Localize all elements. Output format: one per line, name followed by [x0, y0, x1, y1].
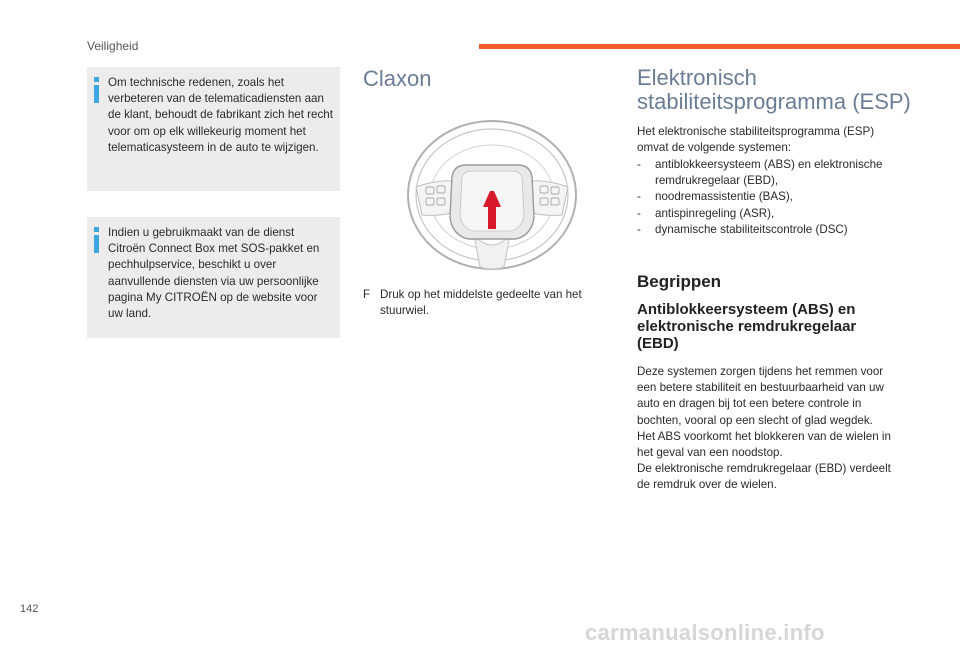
abs-ebd-body — [637, 364, 902, 494]
esp-title: Elektronisch stabiliteitsprogramma (ESP) — [637, 65, 911, 114]
steering-wheel-illustration — [404, 117, 580, 273]
claxon-instruction-text: Druk op het middelste gedeelte van het stuurwiel. — [380, 288, 582, 317]
claxon-title: Claxon — [363, 66, 432, 91]
info-icon — [94, 77, 100, 103]
info-box-connect-box — [87, 217, 340, 338]
paragraph: De elektronische remdrukregelaar (EBD) verdeelt de remdruk over de wielen. — [637, 462, 891, 492]
begrippen-heading: Begrippen — [637, 272, 722, 291]
info-box-telematics — [87, 67, 340, 191]
page-number: 142 — [20, 603, 39, 615]
section-label: Veiligheid — [87, 39, 139, 53]
paragraph: Deze systemen zorgen tijdens het remmen voor een betere stabiliteit en bestuurbaarheid van uw auto en dragen bij tot een betere controle in bochten, vooral op een slecht of glad wegdek. — [637, 365, 884, 427]
esp-intro: Het elektronische stabiliteitsprogramma (ESP) omvat de volgende systemen: — [637, 125, 875, 155]
watermark: carmanualsonline.info — [585, 620, 825, 645]
list-item: - noodremassistentie (BAS), — [637, 190, 793, 204]
paragraph: Het ABS voorkomt het blokkeren van de wielen in het geval van een noodstop. — [637, 429, 891, 460]
abs-ebd-heading: Antiblokkeersysteem (ABS) en elektronische remdrukregelaar (EBD) — [637, 301, 857, 352]
bullet-marker: F — [363, 288, 371, 301]
info-box-text: Om technische redenen, zoals het verbeteren van de telematicadiensten aan de klant, behoudt de fabrikant zich het recht voor om op elk willekeurig moment het telematicasysteem in de auto te wijzigen. — [108, 76, 333, 154]
list-item: - antiblokkeersysteem (ABS) en elektronische remdrukregelaar (EBD), — [637, 158, 883, 188]
info-box-text: Indien u gebruikmaakt van de dienst Citroën Connect Box met SOS-pakket en pechhulpservice, beschikt u over aanvullende diensten via uw persoonlijke pagina My CITROËN op de website voor uw land. — [108, 226, 320, 321]
claxon-instruction — [363, 287, 598, 319]
esp-systems-list — [637, 157, 902, 238]
section-accent-bar — [479, 44, 960, 49]
list-item: - antispinregeling (ASR), — [637, 206, 775, 220]
info-icon — [94, 227, 100, 253]
list-item: - dynamische stabiliteitscontrole (DSC) — [637, 222, 848, 236]
